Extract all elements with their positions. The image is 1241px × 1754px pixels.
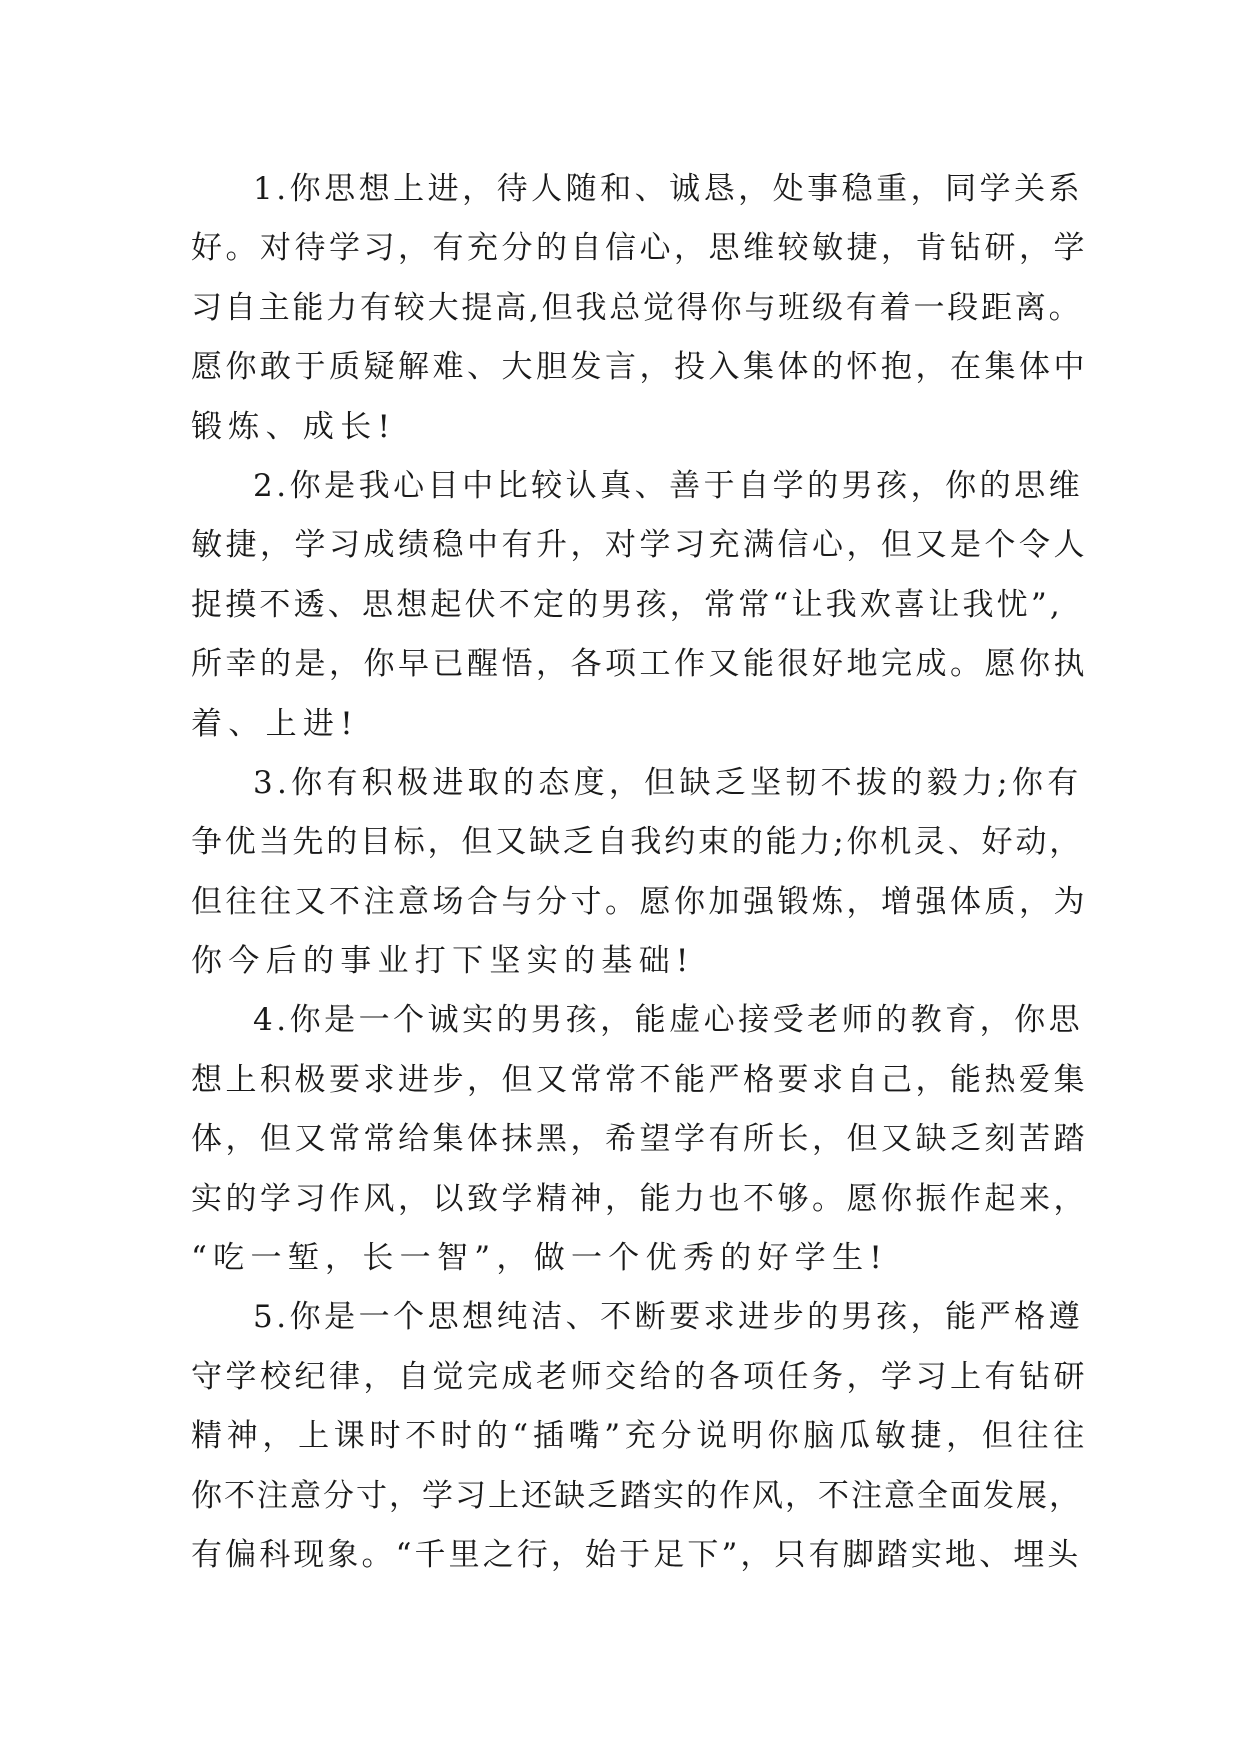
paragraph-line: 敏捷，学习成绩稳中有升，对学习充满信心，但又是个令人 <box>191 527 1088 564</box>
paragraph-line: 捉摸不透、思想起伏不定的男孩，常常“让我欢喜让我忧”, <box>191 586 1063 623</box>
paragraph-line: 你不注意分寸，学习上还缺乏踏实的作风，不注意全面发展， <box>191 1477 1082 1514</box>
paragraph-line: 但往往又不注意场合与分寸。愿你加强锻炼，增强体质，为 <box>191 883 1088 920</box>
paragraph-line: 实的学习作风，以致学精神，能力也不够。愿你振作起来， <box>191 1180 1088 1217</box>
paragraph-line: 5.你是一个思想纯洁、不断要求进步的男孩，能严格遵 <box>253 1299 1084 1336</box>
paragraph-line: 4.你是一个诚实的男孩，能虚心接受老师的教育，你思 <box>253 1002 1084 1039</box>
document-body <box>191 160 1091 1585</box>
paragraph-line: 2.你是我心目中比较认真、善于自学的男孩，你的思维 <box>253 467 1084 504</box>
paragraph-line: 精神，上课时不时的“插嘴”充分说明你脑瓜敏捷，但往往 <box>191 1418 1089 1455</box>
paragraph-2 <box>191 457 1091 754</box>
paragraph-1 <box>191 160 1091 457</box>
paragraph-line: 你今后的事业打下坚实的基础! <box>191 943 695 980</box>
paragraph-line: 愿你敢于质疑解难、大胆发言，投入集体的怀抱，在集体中 <box>191 349 1088 386</box>
paragraph-line: 习自主能力有较大提高,但我总觉得你与班级有着一段距离。 <box>191 289 1083 326</box>
paragraph-line: 锻炼、成长! <box>191 408 397 445</box>
paragraph-line: 守学校纪律，自觉完成老师交给的各项任务，学习上有钻研 <box>191 1358 1088 1395</box>
paragraph-4 <box>191 991 1091 1288</box>
paragraph-line: “吃一堑，长一智”，做一个优秀的好学生! <box>191 1240 889 1277</box>
paragraph-line: 想上积极要求进步，但又常常不能严格要求自己，能热爱集 <box>191 1061 1088 1098</box>
paragraph-5 <box>191 1288 1091 1585</box>
paragraph-line: 所幸的是，你早已醒悟，各项工作又能很好地完成。愿你执 <box>191 646 1088 683</box>
paragraph-line: 着、上进! <box>191 705 359 742</box>
paragraph-line: 体，但又常常给集体抹黑，希望学有所长，但又缺乏刻苦踏 <box>191 1121 1088 1158</box>
paragraph-3 <box>191 754 1091 992</box>
paragraph-line: 好。对待学习，有充分的自信心，思维较敏捷，肯钻研，学 <box>191 230 1088 267</box>
paragraph-line: 1.你思想上进，待人随和、诚恳，处事稳重，同学关系 <box>253 171 1084 207</box>
paragraph-line: 3.你有积极进取的态度，但缺乏坚韧不拔的毅力;你有 <box>253 764 1083 801</box>
paragraph-line: 有偏科现象。“千里之行，始于足下”，只有脚踏实地、埋头 <box>191 1536 1082 1573</box>
paragraph-line: 争优当先的目标，但又缺乏自我约束的能力;你机灵、好动， <box>191 824 1084 861</box>
